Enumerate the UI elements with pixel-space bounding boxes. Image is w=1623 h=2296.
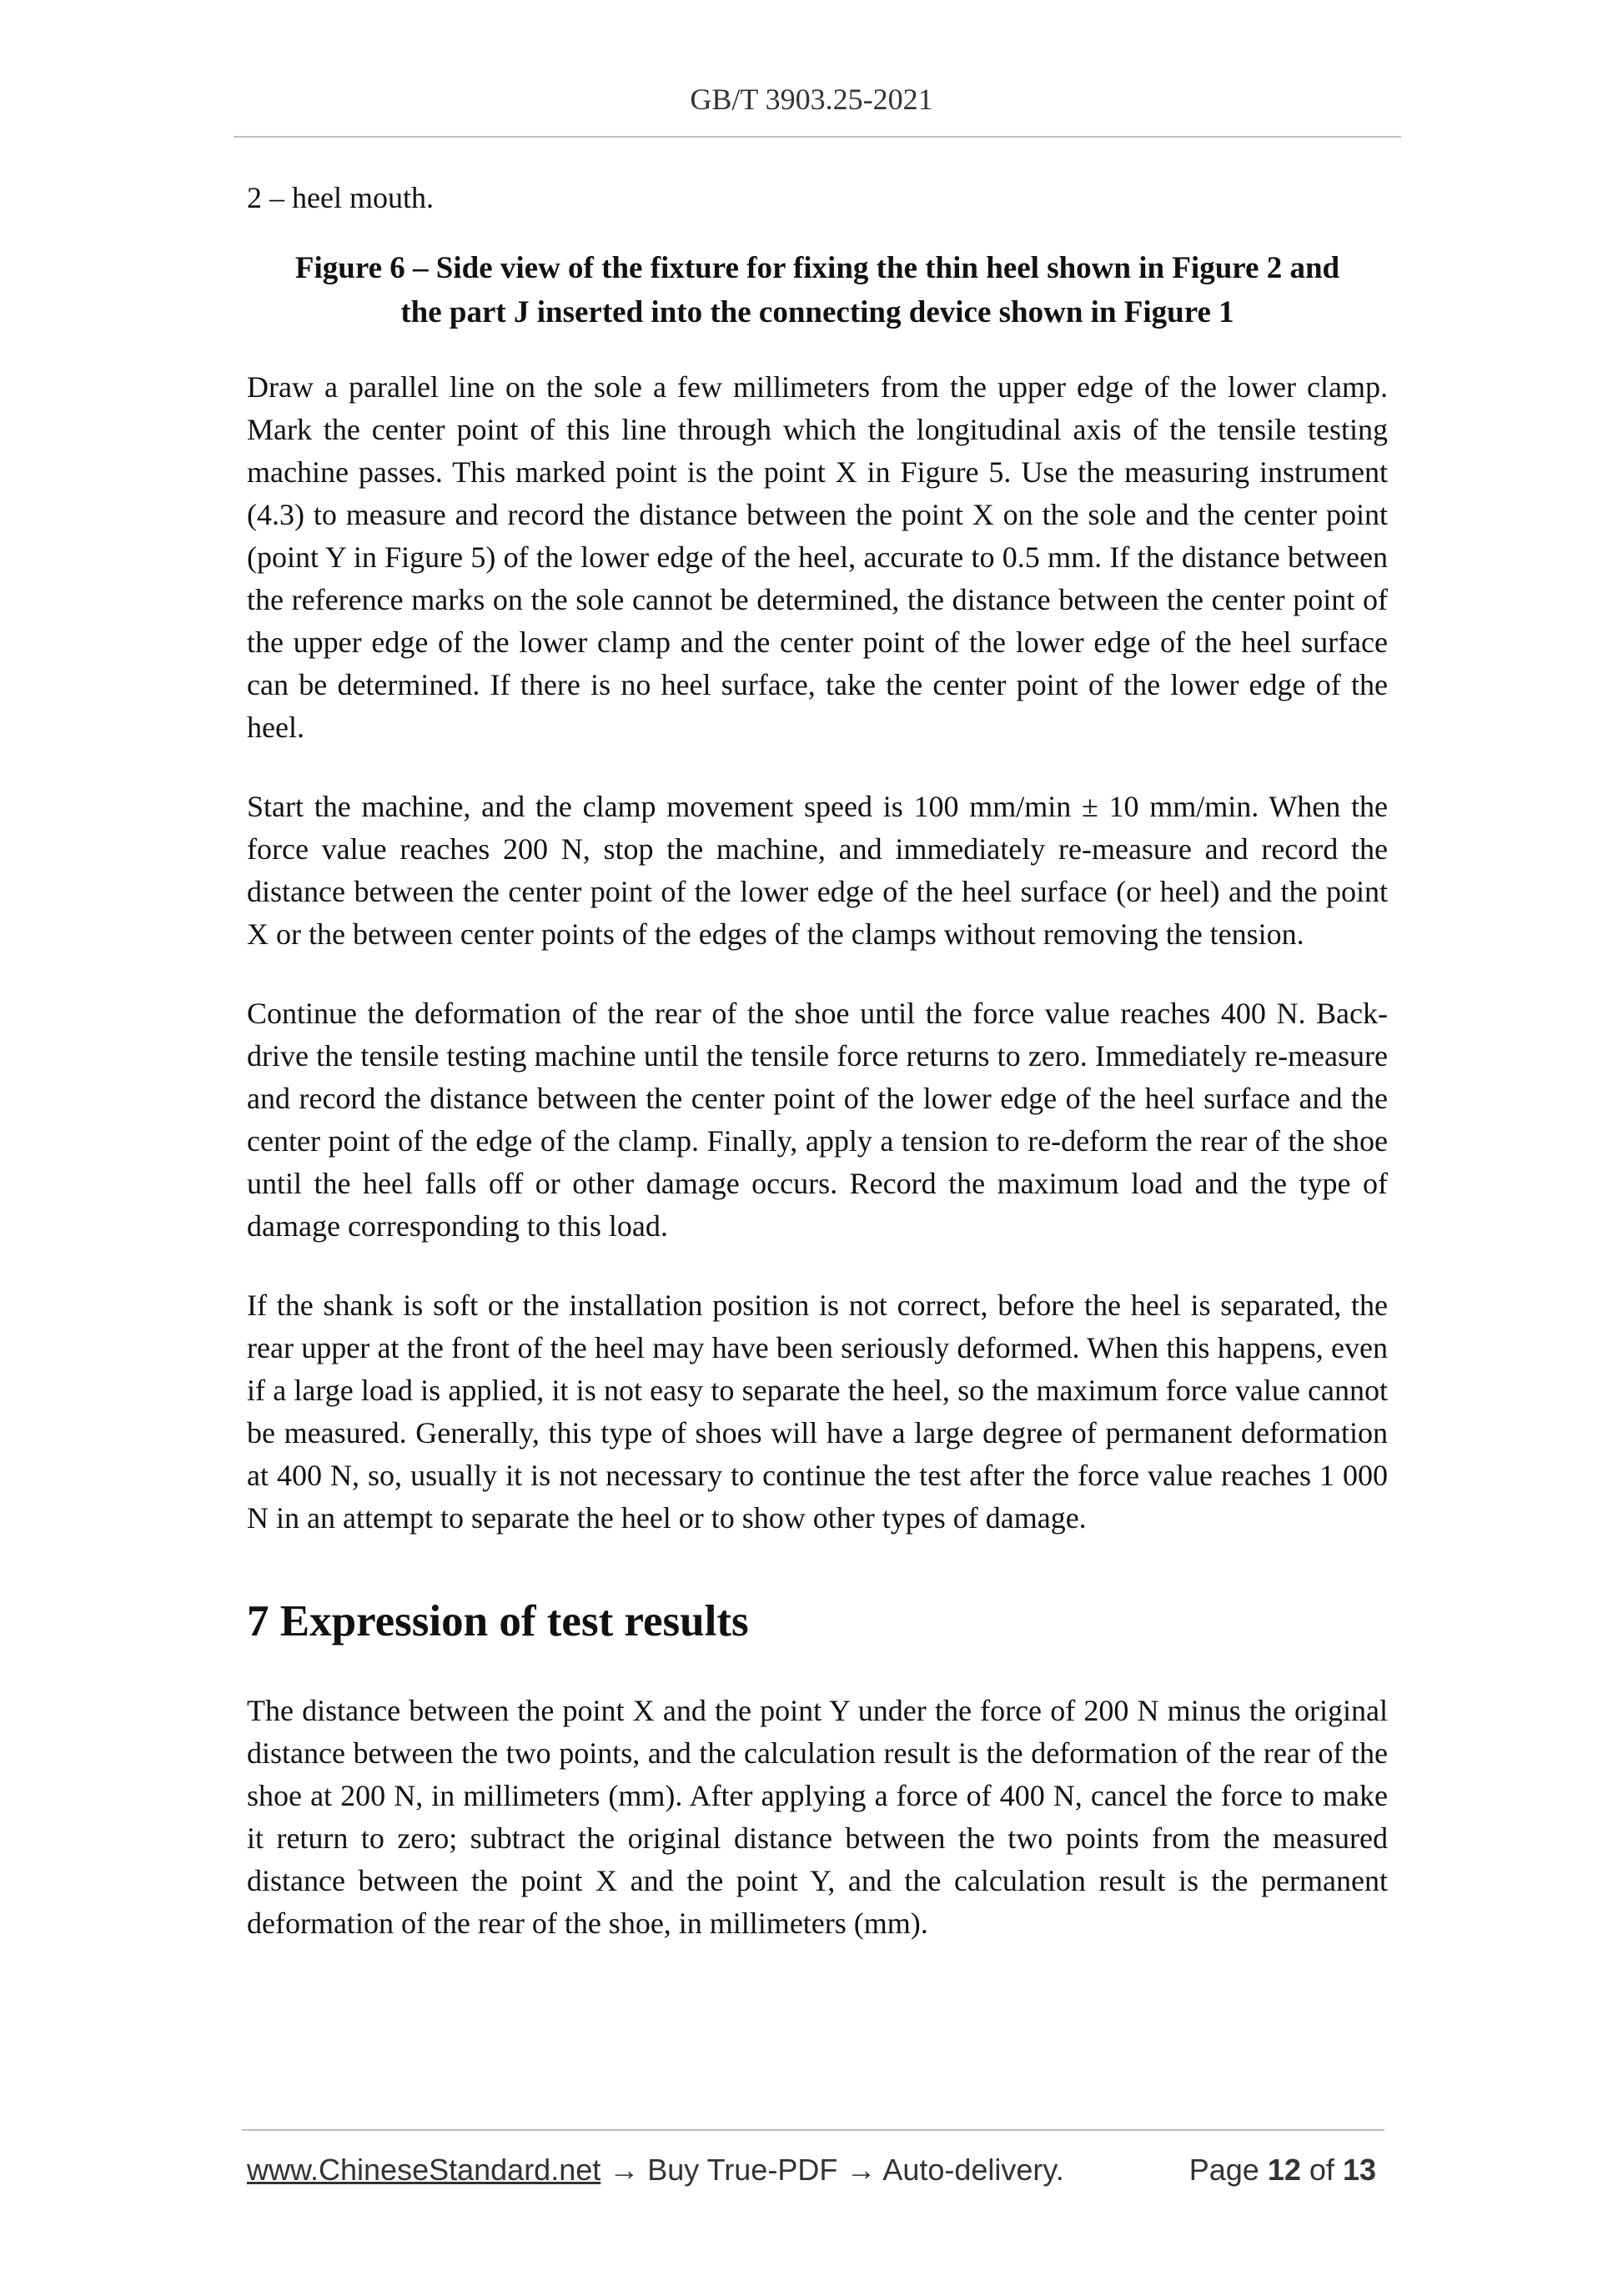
document-body <box>247 177 1388 1982</box>
paragraph-soft-shank: If the shank is soft or the installation position is not correct, before the heel is separated, the rear upper at the front of the heel may have been seriously deformed. When this happens, even if a large load is applied, it is not easy to separate the heel, so the maximum force value cannot be measured. Generally, this type of shoes will have a large degree of permanent deformation at 400 N, so, usually it is not necessary to continue the test after the force value reaches 1 000 N in an attempt to separate the heel or to show other types of damage. <box>247 1289 1388 1535</box>
total-page-count: 13 <box>1342 2153 1376 2187</box>
footer-promo-text: → Buy True-PDF → Auto-delivery. <box>600 2153 1064 2187</box>
figure-caption-line-2: the part J inserted into the connecting device shown in Figure 1 <box>400 295 1234 329</box>
header-divider <box>234 136 1401 138</box>
page-label: Page <box>1188 2153 1259 2187</box>
paragraph-test-results: The distance between the point X and the point Y under the force of 200 N minus the original distance between the two points, and the calculation result is the deformation of the rear of the shoe at 200 N, in millimeters (mm). After applying a force of 400 N, cancel the force to make it return to zero; subtract the original distance between the two points from the measured distance between the point X and the point Y, and the calculation result is the permanent deformation of the rear of the shoe, in millimeters (mm). <box>247 1694 1388 1940</box>
figure-caption-line-1: Figure 6 – Side view of the fixture for fixing the thin heel shown in Figure 2 and <box>294 251 1340 285</box>
figure-caption <box>247 246 1388 334</box>
footer-promo <box>247 2152 1064 2188</box>
current-page-number: 12 <box>1267 2153 1301 2187</box>
paragraph-start-machine: Start the machine, and the clamp movement speed is 100 mm/min ± 10 mm/min. When the force value reaches 200 N, stop the machine, and immediately re-measure and record the distance between the center point of the lower edge of the heel surface (or heel) and the point X or the between center points of the edges of the clamps without removing the tension. <box>247 790 1388 951</box>
page-indicator <box>1189 2152 1376 2188</box>
footer-divider <box>242 2129 1384 2131</box>
figure-key-item: 2 – heel mouth. <box>247 181 434 214</box>
section-heading: 7 Expression of test results <box>247 1597 749 1645</box>
of-label: of <box>1309 2153 1334 2187</box>
header-standard-number: GB/T 3903.25-2021 <box>690 83 933 116</box>
paragraph-continue-deformation: Continue the deformation of the rear of the shoe until the force value reaches 400 N. Back-drive the tensile testing machine until the tensile force returns to zero. Immediately re-measure and record the distance between the center point of the lower edge of the heel surface and the center point of the edge of the clamp. Finally, apply a tension to re-deform the rear of the shoe until the heel falls off or other damage occurs. Record the maximum load and the type of damage corresponding to this load. <box>247 997 1388 1243</box>
footer-website-link[interactable]: www.ChineseStandard.net <box>247 2153 601 2187</box>
paragraph-measurement-setup: Draw a parallel line on the sole a few millimeters from the upper edge of the lower clamp. Mark the center point of this line through which the longitudinal axis of the tensile testing machine passes. This marked point is the point X in Figure 5. Use the measuring instrument (4.3) to measure and record the distance between the point X on the sole and the center point (point Y in Figure 5) of the lower edge of the heel, accurate to 0.5 mm. If the distance between the reference marks on the sole cannot be determined, the distance between the center point of the upper edge of the lower clamp and the center point of the lower edge of the heel surface can be determined. If there is no heel surface, take the center point of the lower edge of the heel. <box>247 370 1388 744</box>
